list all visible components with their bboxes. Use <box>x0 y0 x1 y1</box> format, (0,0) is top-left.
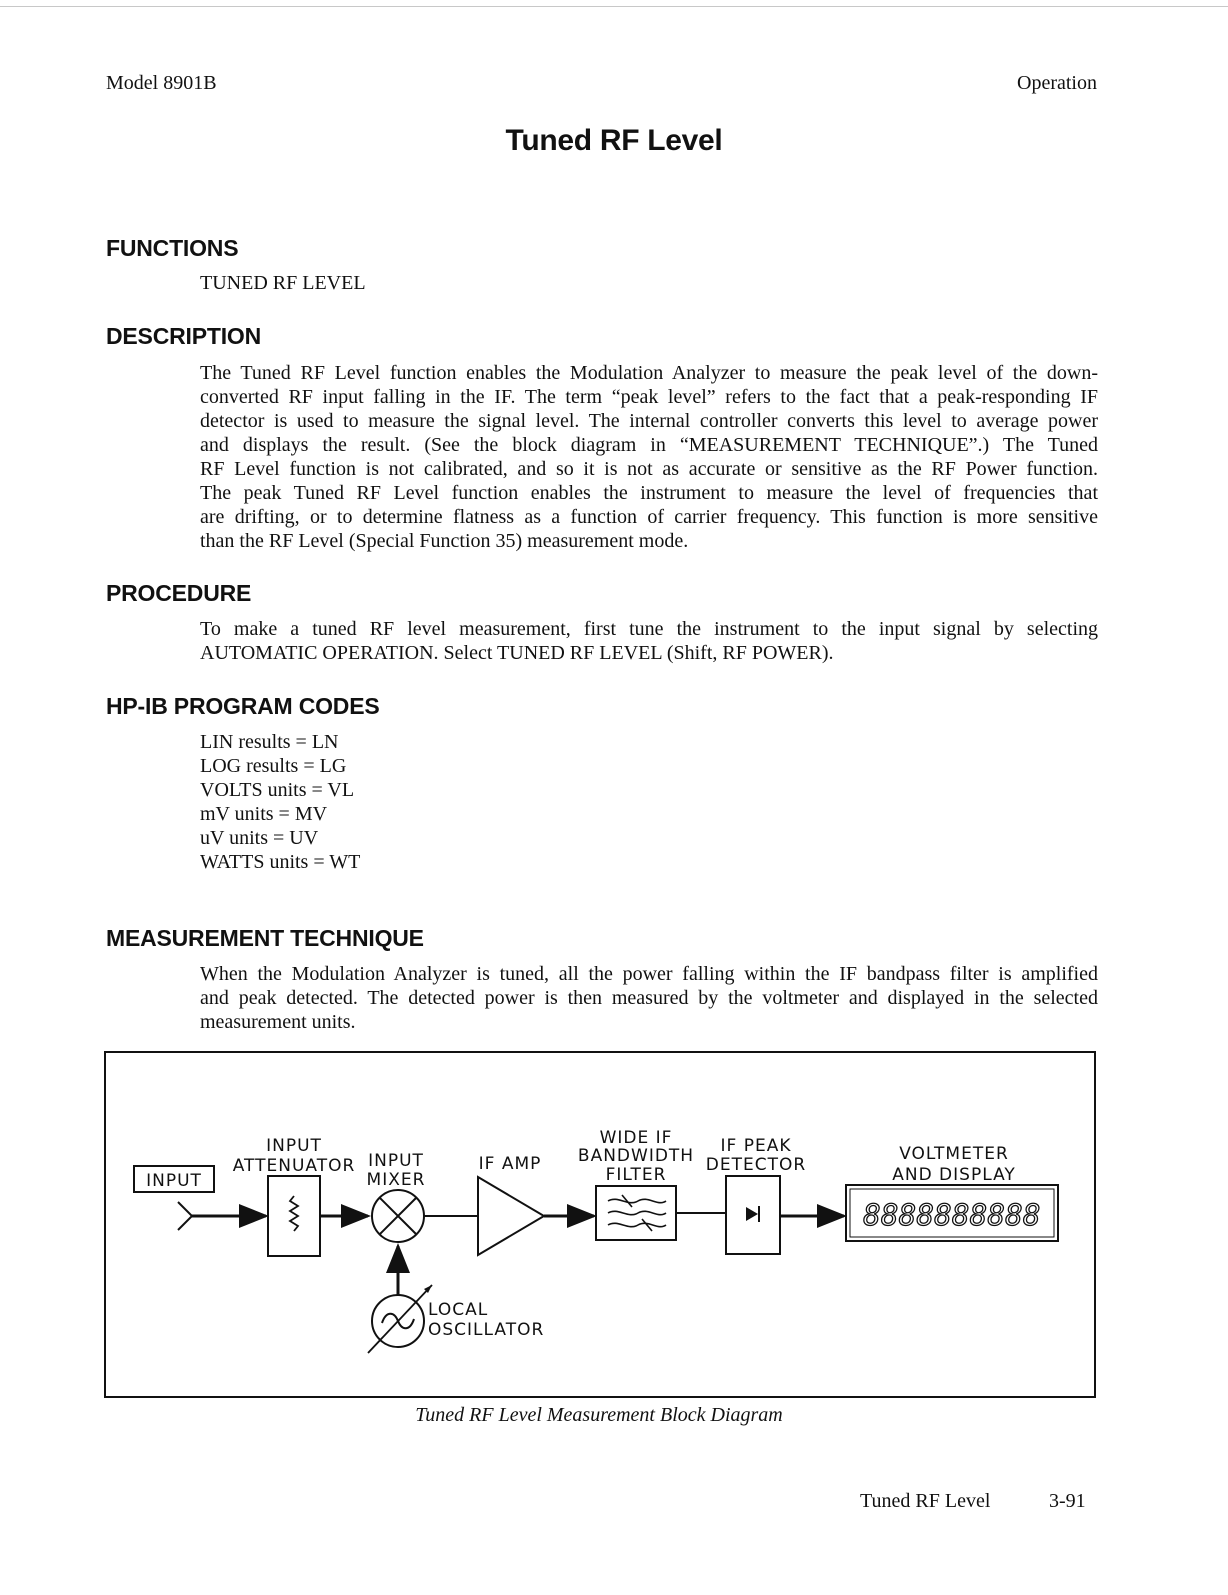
header-model: Model 8901B <box>106 72 217 94</box>
description-section <box>106 323 1098 553</box>
description-line: RF Level function is not calibrated, and so it is not as accurate or sensitive as the RF Power function. <box>200 458 1098 480</box>
hpib-heading: HP-IB PROGRAM CODES <box>106 693 380 719</box>
procedure-heading: PROCEDURE <box>106 580 252 606</box>
if-amp-label: IF AMP <box>478 1154 542 1174</box>
if-amp-icon <box>478 1177 544 1255</box>
page-title: Tuned RF Level <box>505 124 723 157</box>
input-label: INPUT <box>146 1171 202 1191</box>
hpib-code: VOLTS units = VL <box>200 779 355 801</box>
measurement-heading: MEASUREMENT TECHNIQUE <box>106 925 424 951</box>
diode-icon <box>746 1207 758 1221</box>
mixer-label: MIXER <box>366 1170 426 1190</box>
hpib-codes <box>200 730 1098 874</box>
description-heading: DESCRIPTION <box>106 323 261 349</box>
resistor-icon <box>290 1196 298 1231</box>
description-line: The peak Tuned RF Level function enables the instrument to measure the level of frequencies that <box>200 482 1098 504</box>
voltmeter-label: VOLTMETER <box>899 1144 1009 1164</box>
filter-label: WIDE IF <box>599 1128 673 1148</box>
mixer-label: INPUT <box>368 1151 424 1171</box>
hpib-code: uV units = UV <box>200 827 319 849</box>
top-rule <box>0 6 1228 7</box>
footer-title: Tuned RF Level <box>860 1490 991 1512</box>
measurement-line: measurement units. <box>200 1011 356 1033</box>
description-line: are drifting, or to determine flatness as a function of carrier frequency. This function is more sensitive <box>200 506 1098 528</box>
description-line: converted RF input falling in the IF. The term “peak level” refers to the fact that a peak-responding IF <box>200 386 1098 408</box>
description-line: The Tuned RF Level function enables the Modulation Analyzer to measure the peak level of the down- <box>200 362 1098 384</box>
filter-label: FILTER <box>605 1165 667 1185</box>
detector-label: DETECTOR <box>705 1155 807 1175</box>
filter-label: BANDWIDTH <box>577 1146 695 1166</box>
procedure-body <box>200 617 1098 665</box>
procedure-line: To make a tuned RF level measurement, first tune the instrument to the input signal by selecting <box>200 618 1098 640</box>
description-body <box>200 361 1098 553</box>
attenuator-label: INPUT <box>266 1136 322 1156</box>
page-number: 3-91 <box>1049 1490 1086 1512</box>
attenuator-label: ATTENUATOR <box>232 1156 356 1176</box>
bandpass-icon <box>608 1211 666 1214</box>
block-diagram <box>104 1051 1096 1398</box>
functions-section <box>106 235 1098 295</box>
diagram-caption: Tuned RF Level Measurement Block Diagram <box>415 1404 783 1426</box>
measurement-section <box>106 925 1098 1034</box>
hpib-section <box>106 693 1098 874</box>
description-line: and displays the result. (See the block diagram in “MEASUREMENT TECHNIQUE”.) The Tuned <box>200 434 1098 456</box>
description-line: than the RF Level (Special Function 35) measurement mode. <box>200 530 689 552</box>
hpib-code: WATTS units = WT <box>200 851 361 873</box>
input-connector-icon <box>178 1202 192 1230</box>
hpib-code: LOG results = LG <box>200 755 347 777</box>
procedure-line: AUTOMATIC OPERATION. Select TUNED RF LEVEL (Shift, RF POWER). <box>200 642 834 664</box>
bandpass-icon <box>608 1199 666 1202</box>
hpib-code: LIN results = LN <box>200 731 339 753</box>
attenuator-block <box>268 1176 320 1256</box>
measurement-body <box>200 962 1098 1034</box>
functions-text: TUNED RF LEVEL <box>200 272 366 294</box>
display-digits: 8888888888 <box>863 1198 1041 1232</box>
oscillator-label: LOCAL <box>428 1300 489 1320</box>
block-diagram-svg <box>106 1053 1094 1396</box>
measurement-line: When the Modulation Analyzer is tuned, all the power falling within the IF bandpass filter is amplified <box>200 963 1098 985</box>
bandpass-icon <box>608 1223 666 1226</box>
procedure-section <box>106 580 1098 665</box>
description-line: detector is used to measure the signal level. The internal controller converts this level to average power <box>200 410 1098 432</box>
measurement-line: and peak detected. The detected power is then measured by the voltmeter and displayed in the selected <box>200 987 1098 1009</box>
header-section: Operation <box>1017 72 1097 94</box>
functions-heading: FUNCTIONS <box>106 235 239 261</box>
voltmeter-label: AND DISPLAY <box>892 1165 1016 1185</box>
oscillator-label: OSCILLATOR <box>428 1320 545 1340</box>
detector-label: IF PEAK <box>720 1136 792 1156</box>
hpib-code: mV units = MV <box>200 803 328 825</box>
